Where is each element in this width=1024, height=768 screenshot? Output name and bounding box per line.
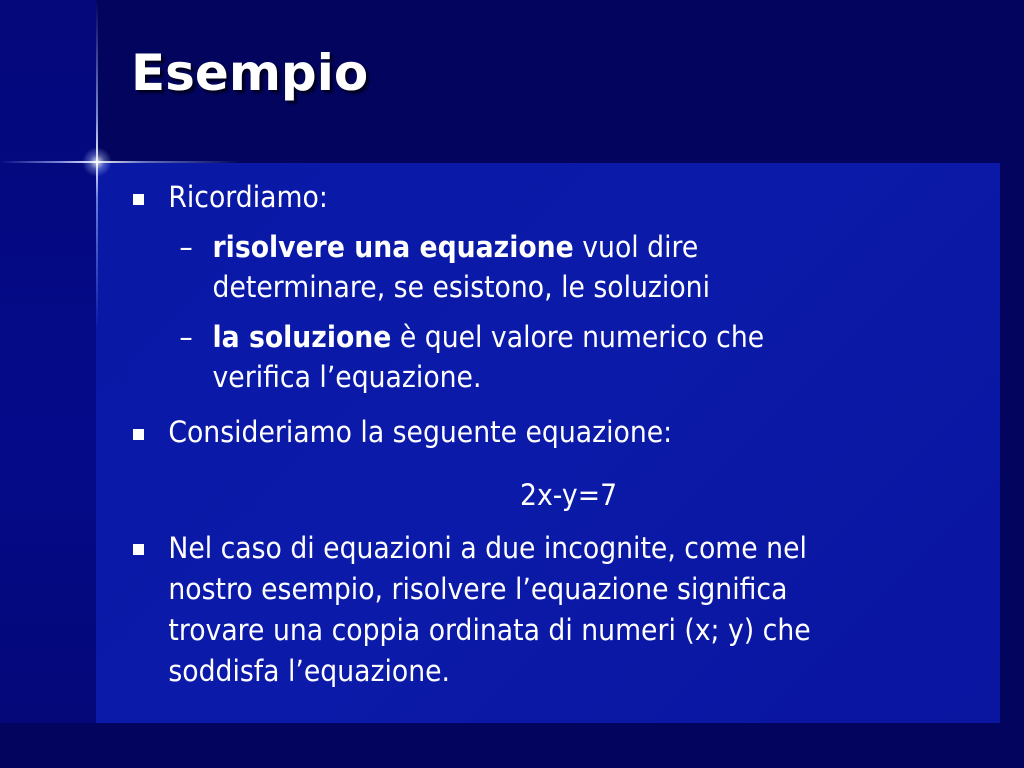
dash-icon: –	[179, 230, 193, 264]
light-flare-horizontal	[0, 161, 240, 163]
bullet-ricordiamo: Ricordiamo:	[168, 180, 328, 214]
light-flare-glow	[82, 147, 112, 177]
bullet-nel-caso-line1: Nel caso di equazioni a due incognite, come nel	[168, 531, 807, 565]
left-decorative-band	[0, 0, 96, 723]
slide-title: Esempio	[131, 44, 369, 102]
sub-bullet-risolvere	[213, 227, 699, 267]
bullet-square-icon	[133, 544, 144, 555]
sub-bullet-soluzione-line2: verifica l’equazione.	[212, 360, 482, 394]
bullet-consideriamo: Consideriamo la seguente equazione:	[168, 415, 673, 449]
dash-icon: –	[179, 320, 193, 354]
bullet-nel-caso-line4: soddisfa l’equazione.	[168, 654, 451, 688]
bullet-square-icon	[133, 194, 144, 205]
sub-text: è quel valore numerico che	[391, 320, 765, 354]
bullet-nel-caso-line3: trovare una coppia ordinata di numeri (x; y) che	[168, 613, 811, 647]
bullet-square-icon	[133, 429, 144, 440]
equation: 2x-y=7	[520, 478, 618, 512]
sub-bullet-soluzione	[213, 317, 765, 357]
sub-text: vuol dire	[573, 230, 699, 264]
bold-term: la soluzione	[212, 320, 392, 354]
bullet-nel-caso-line2: nostro esempio, risolvere l’equazione significa	[168, 572, 788, 606]
bold-term: risolvere una equazione	[212, 230, 574, 264]
sub-bullet-risolvere-line2: determinare, se esistono, le soluzioni	[212, 270, 710, 304]
